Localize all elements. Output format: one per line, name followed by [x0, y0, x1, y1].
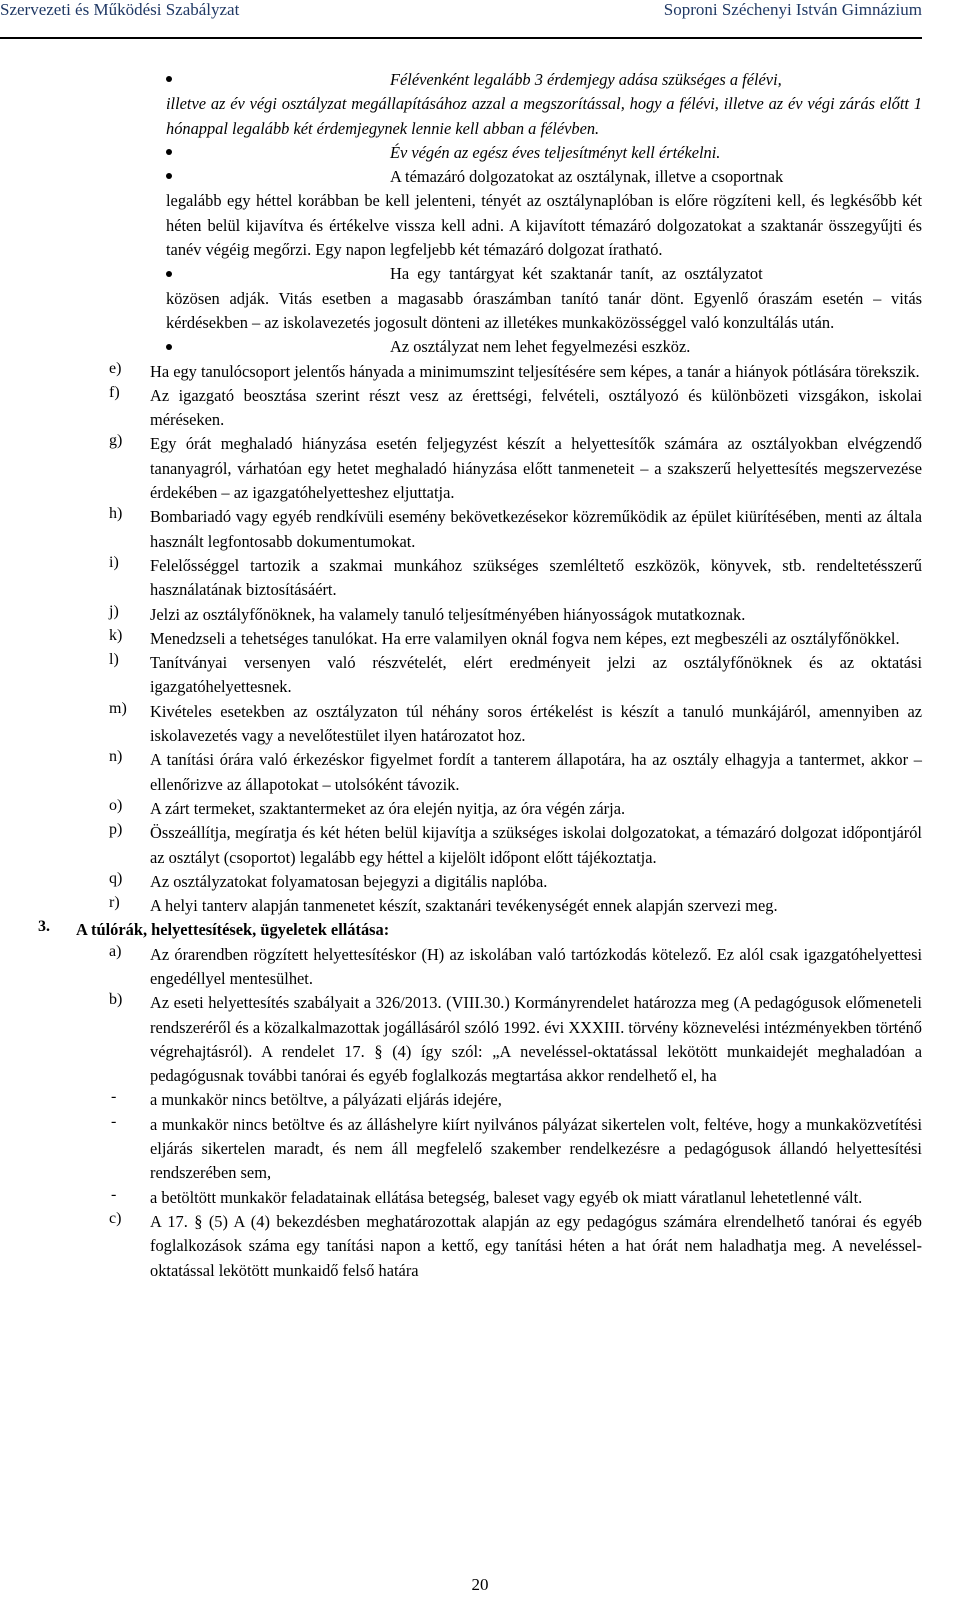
page-body — [0, 68, 960, 1283]
list-item-label: c) — [109, 1209, 122, 1227]
list-item-text: Az igazgató beosztása szerint részt vesz az érettségi, felvételi, osztályozó és különbözeti vizsgákon, iskolai méréseken. — [150, 385, 922, 430]
bullet-first-line: Ha egy tantárgyat két szaktanár tanít, az osztályzatot — [390, 264, 763, 284]
bullet-icon — [166, 344, 172, 350]
list-item-label: l) — [109, 651, 119, 669]
bullet-icon — [166, 76, 172, 82]
header-divider — [0, 37, 922, 39]
list-item — [0, 797, 960, 821]
bullet-first-line: Év végén az egész éves teljesítményt kell értékelni. — [390, 142, 721, 162]
dash-list-item — [0, 1186, 960, 1210]
bullet-text — [166, 335, 922, 359]
list-item-label: g) — [109, 432, 123, 450]
list-item-label: h) — [109, 505, 123, 523]
list-item-text: a munkakör nincs betöltve és az álláshelyre kiírt nyilvános pályázat sikertelen volt, feltéve, hogy a munkaközvetítési eljárás sikertelen maradt, és nem áll megfelelő szakember rendelkezésre a pedagógusok állandó helyettesítési rendszerében sem, — [150, 1114, 922, 1183]
list-item — [0, 748, 960, 797]
list-item — [0, 894, 960, 918]
page-number: 20 — [471, 1575, 489, 1594]
bullet-continuation: közösen adják. Vitás esetben a magasabb óraszámban tanító tanár dönt. Egyenlő óraszám esetén – vitás kérdésekben – az iskolavezetés jogosult dönteni az illetékes munkaközösséggel való konzultálás után. — [166, 288, 922, 332]
list-item — [0, 432, 960, 505]
bullet-text — [166, 141, 922, 165]
dash-list-item — [0, 1088, 960, 1112]
section-number: 3. — [38, 918, 50, 936]
bullet-first-line: A témazáró dolgozatokat az osztálynak, illetve a csoportnak — [390, 167, 784, 187]
bullet-continuation: legalább egy héttel korábban be kell jelenteni, tényét az osztálynaplóban is előre rögzíteni kell, és legkésőbb két héten belül kijavítva és értékelve vissza kell adni. A kijavított témazáró dolgozatokat a szaktanár összegyűjti és tanév végéig megőrzi. Egy napon legfeljebb két témazáró dolgozat íratható. — [166, 191, 922, 260]
bullet-paragraph — [0, 335, 960, 359]
list-item-label: r) — [109, 894, 120, 912]
list-item-text: Egy órát meghaladó hiányzása esetén feljegyzést készít a helyettesítők számára az osztályokban elvégzendő tananyagról, várhatóan egy hetet meghaladó hiányzása előtt tanmeneteit – a szakszerű helyettesítés megszervezése érdekében – az igazgatóhelyetteshez eljuttatja. — [150, 434, 922, 503]
list-item-text: Menedzseli a tehetséges tanulókat. Ha erre valamilyen oknál fogva nem képes, ezt megbeszéli az osztályfőnökkel. — [150, 628, 900, 648]
list-item-label: f) — [109, 383, 120, 401]
header-school-name: Soproni Széchenyi István Gimnázium — [663, 0, 922, 19]
list-item — [0, 943, 960, 992]
list-item-text: Az eseti helyettesítés szabályait a 326/2013. (VIII.30.) Kormányrendelet határozza meg (A pedagógusok előmeneteli rendszeréről és a közalkalmazottak jogállásáról szóló 1992. évi XXXIII. törvény köznevelési intézményekben történő végrehajtásról). A rendelet 17. § (4) így szól: „A neveléssel-oktatással lekötött munkaidejét meghaladóan a pedagógusnak további tanórai és egyéb foglalkozás megtartása akkor rendelhető el, ha — [150, 993, 922, 1086]
list-item-text: Ha egy tanulócsoport jelentős hányada a minimumszint teljesítésére sem képes, a tanár a hiányok pótlására törekszik. — [150, 361, 920, 381]
list-item — [0, 360, 960, 384]
list-item-label: p) — [109, 821, 123, 839]
list-item-text: a betöltött munkakör feladatainak ellátása betegség, baleset vagy egyéb ok miatt váratlanul lehetetlenné vált. — [150, 1187, 863, 1207]
section-heading — [0, 918, 960, 942]
dash-label: - — [111, 1185, 117, 1203]
dash-list-item — [0, 1113, 960, 1186]
bullet-paragraph — [0, 165, 960, 262]
list-item — [0, 505, 960, 554]
list-item — [0, 603, 960, 627]
bullet-first-line: Félévenként legalább 3 érdemjegy adása szükséges a félévi, — [390, 70, 782, 89]
bullet-text — [166, 68, 922, 92]
bullet-paragraph — [0, 68, 960, 141]
list-item — [0, 991, 960, 1088]
bullet-paragraph — [0, 262, 960, 335]
list-item-label: a) — [109, 942, 122, 960]
list-item-label: k) — [109, 626, 123, 644]
dash-label: - — [111, 1112, 117, 1130]
list-item-label: i) — [109, 553, 119, 571]
bullet-continuation: illetve az év végi osztályzat megállapításához azzal a megszorítással, hogy a félévi, illetve az év végi zárás előtt 1 hónappal legalább két érdemjegynek lennie kell abban a félévben. — [166, 94, 922, 138]
list-item-label: e) — [109, 359, 122, 377]
list-item — [0, 700, 960, 749]
list-item-label: o) — [109, 796, 123, 814]
list-item-text: A zárt termeket, szaktantermeket az óra elején nyitja, az óra végén zárja. — [150, 798, 626, 818]
list-item-text: A tanítási órára való érkezéskor figyelmet fordít a tanterem állapotára, ha az osztály elhagyja a tantermet, akkor – ellenőrizve az állapotokat – utolsóként távozik. — [150, 750, 922, 794]
list-item — [0, 554, 960, 603]
list-item-text: a munkakör nincs betöltve, a pályázati eljárás idejére, — [150, 1090, 502, 1110]
bullet-text — [166, 262, 922, 286]
page-header — [0, 0, 960, 24]
bullet-icon — [166, 173, 172, 179]
list-item-label: b) — [109, 991, 123, 1009]
list-item — [0, 384, 960, 433]
list-item-text: Az osztályzatokat folyamatosan bejegyzi a digitális naplóba. — [150, 871, 548, 891]
bullet-text — [166, 165, 922, 189]
list-item-text: Összeállítja, megíratja és két héten belül kijavítja a szükséges iskolai dolgozatokat, a témazáró dolgozat időpontjáról az osztályt (csoportot) legalább egy héttel a kijelölt időpont előtt tájékoztatja. — [150, 823, 922, 867]
list-item-label: m) — [109, 699, 127, 717]
bullet-first-line: Az osztályzat nem lehet fegyelmezési eszköz. — [390, 337, 691, 357]
section-title: A túlórák, helyettesítések, ügyeletek ellátása: — [76, 920, 390, 940]
list-item-label: q) — [109, 869, 123, 887]
list-item — [0, 870, 960, 894]
list-item-text: Felelősséggel tartozik a szakmai munkához szükséges szemléltető eszközök, könyvek, stb. rendeltetésszerű használatának biztosításáért. — [150, 555, 922, 600]
header-document-title: Szervezeti és Működési Szabályzat — [0, 0, 240, 19]
list-item-text: Tanítványai versenyen való részvételét, elért eredményeit jelzi az osztályfőnöknek és az oktatási igazgatóhelyettesnek. — [150, 653, 922, 697]
list-item-text: A helyi tanterv alapján tanmenetet készít, szaktanári tevékenységét ennek alapján szervezi meg. — [150, 896, 778, 916]
bullet-icon — [166, 271, 172, 277]
list-item — [0, 627, 960, 651]
list-item-text: Az órarendben rögzített helyettesítéskor (H) az iskolában való tartózkodás kötelező. Ez alól csak igazgatóhelyettesi engedéllyel mentesülhet. — [150, 944, 922, 988]
list-item-text: Bombariadó vagy egyéb rendkívüli esemény bekövetkezésekor közreműködik az épület kiürítésében, menti az általa használt legfontosabb dokumentumokat. — [150, 507, 922, 551]
list-item-text: A 17. § (5) A (4) bekezdésben meghatározottak alapján az egy pedagógus számára elrendelhető tanórai és egyéb foglalkozások száma egy tanítási napon a kettő, egy tanítási héten a hat órát nem haladhatja meg. A neveléssel-oktatással lekötött munkaidő felső határa — [150, 1211, 922, 1280]
list-item — [0, 651, 960, 700]
dash-label: - — [111, 1088, 117, 1106]
list-item-label: j) — [109, 602, 119, 620]
list-item — [0, 821, 960, 870]
list-item-label: n) — [109, 748, 123, 766]
list-item — [0, 1210, 960, 1283]
bullet-paragraph — [0, 141, 960, 165]
list-item-text: Kivételes esetekben az osztályzaton túl néhány soros értékelést is készít a tanuló munkájáról, amennyiben az iskolavezetés vagy a nevelőtestület ilyen határozatot hoz. — [150, 701, 922, 746]
bullet-icon — [166, 149, 172, 155]
list-item-text: Jelzi az osztályfőnöknek, ha valamely tanuló teljesítményében hiányosságok mutatkoznak. — [150, 604, 746, 624]
